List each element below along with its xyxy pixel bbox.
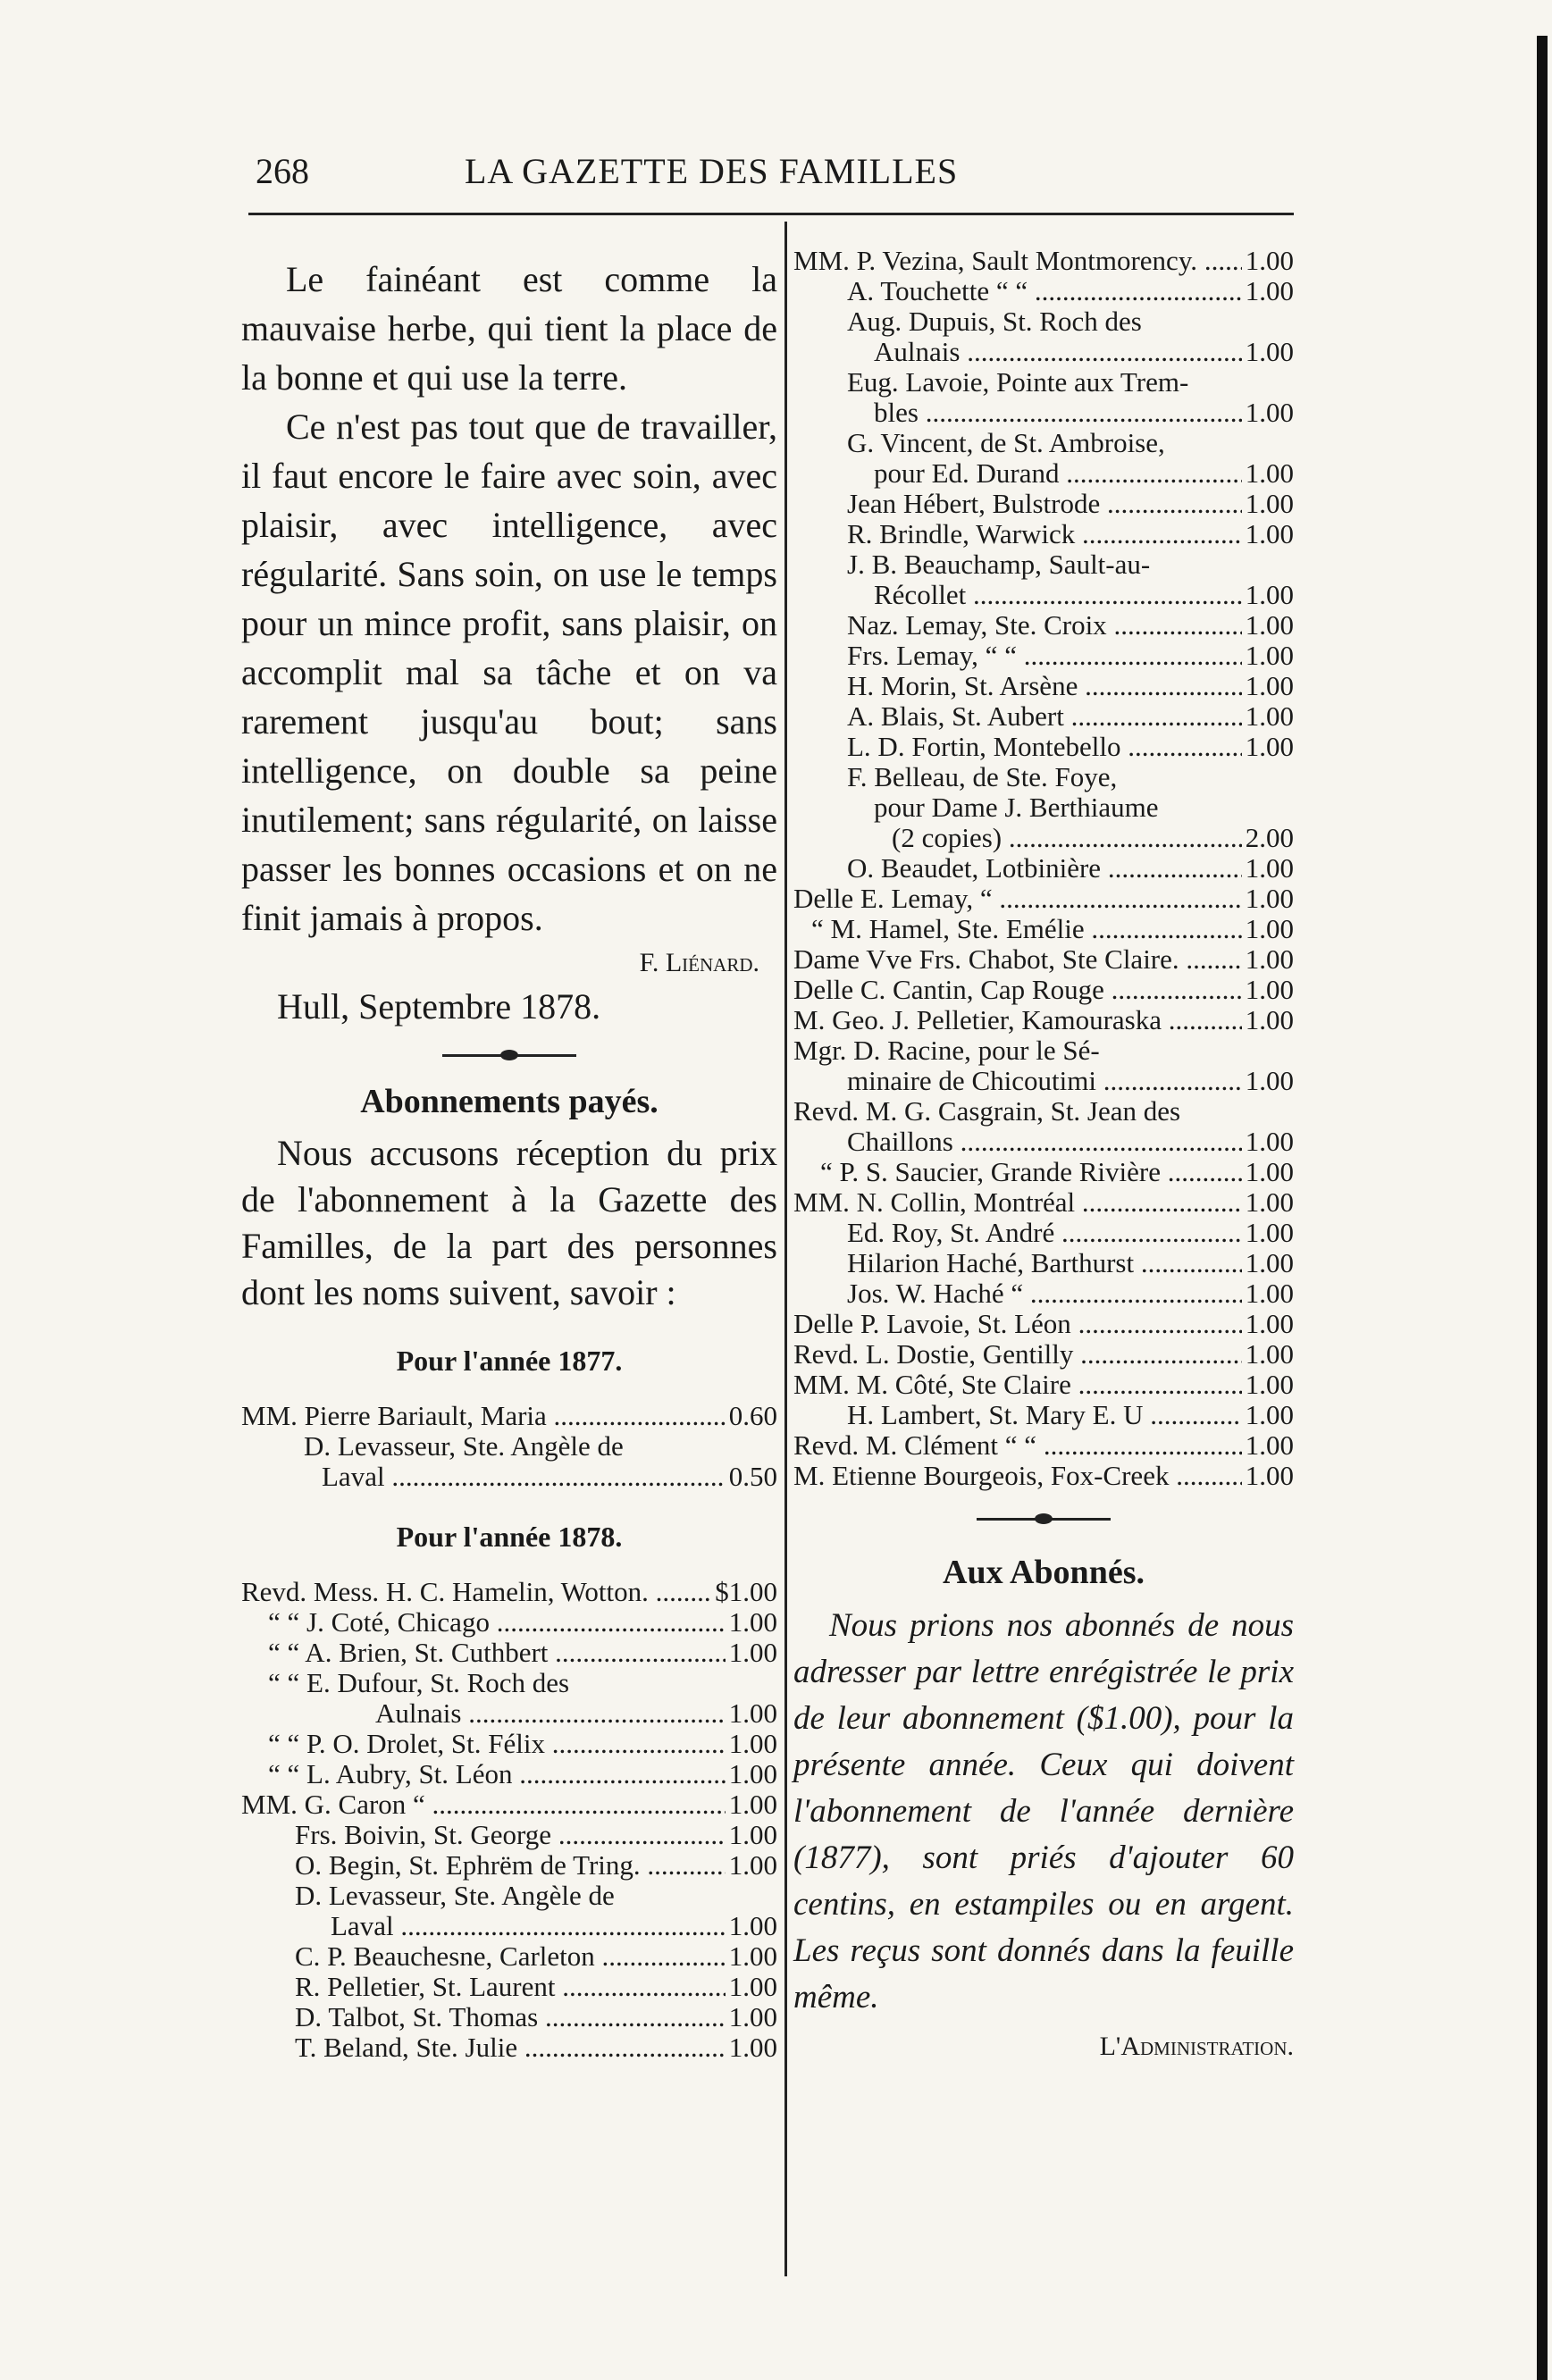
list-item: MM. P. Vezina, Sault Montmorency. ..... 1.00 [793,246,1294,276]
list-item-line: pour Dame J. Berthiaume [874,792,1159,823]
list-item-line: D. Levasseur, Ste. Angèle de [295,1880,615,1911]
list-item: A. Touchette “ “ ..... 1.00 [793,276,1294,306]
list-item: minaire de Chicoutimi ..... 1.00 [793,1066,1294,1096]
list-item: “ “ A. Brien, St. Cuthbert ..... 1.00 [241,1638,777,1668]
list-item: A. Blais, St. Aubert ..... 1.00 [793,701,1294,732]
list-item: O. Begin, St. Ephrëm de Tring. ..... 1.00 [241,1850,777,1881]
right-column [793,246,1294,2062]
list-item-line: “ “ E. Dufour, St. Roch des [268,1667,570,1698]
list-item: Delle E. Lemay, “ ..... 1.00 [793,884,1294,914]
year-heading-1877: Pour l'année 1877. [396,1345,623,1377]
list-item: Chaillons ..... 1.00 [793,1127,1294,1157]
notice-paragraph: Nous prions nos abonnés de nous adresser par lettre enrégistrée le prix de leur abonnement ($1.00), pour la présente année. Ceux qui doivent l'abonnement de l'année dernière (1877), sont priés d'ajouter 60 centins, en estampiles ou en argent. Les reçus sont donnés dans la feuille même. [793,1607,1294,2015]
author-signature: F. Liénard. [639,948,759,977]
list-item: Aulnais ..... 1.00 [793,337,1294,367]
place-date: Hull, Septembre 1878. [277,986,601,1027]
list-item: R. Pelletier, St. Laurent ..... 1.00 [241,1972,777,2002]
left-column [241,255,777,2063]
section-title-abonnements: Abonnements payés. [360,1083,659,1120]
column-divider [784,222,787,2276]
list-item: Frs. Boivin, St. George ..... 1.00 [241,1820,777,1850]
list-item: Frs. Lemay, “ “ ..... 1.00 [793,641,1294,671]
list-item: Récollet ..... 1.00 [793,580,1294,610]
list-item: Jean Hébert, Bulstrode ..... 1.00 [793,489,1294,519]
running-title: LA GAZETTE DES FAMILLES [465,151,959,191]
list-item: Aulnais ..... 1.00 [241,1698,777,1729]
list-item: Laval ..... 1.00 [241,1911,777,1941]
page-header [250,150,1144,204]
list-item: D. Talbot, St. Thomas ..... 1.00 [241,2002,777,2032]
list-item: pour Ed. Durand ..... 1.00 [793,458,1294,489]
list-item: R. Brindle, Warwick ..... 1.00 [793,519,1294,549]
list-item: M. Etienne Bourgeois, Fox-Creek ..... 1.00 [793,1461,1294,1491]
list-item: Revd. L. Dostie, Gentilly ..... 1.00 [793,1339,1294,1370]
list-item: (2 copies) ..... 2.00 [793,823,1294,853]
list-item: bles ..... 1.00 [793,398,1294,428]
list-item: Ed. Roy, St. André ..... 1.00 [793,1218,1294,1248]
list-item-line: Eug. Lavoie, Pointe aux Trem- [847,366,1189,398]
list-item: “ “ J. Coté, Chicago ..... 1.00 [241,1607,777,1638]
administration-signature: L'Administration. [1099,2032,1294,2061]
list-item-line: Mgr. D. Racine, pour le Sé- [793,1035,1100,1066]
list-item: Revd. M. Clément “ “ ..... 1.00 [793,1430,1294,1461]
paragraph-travailler: Ce n'est pas tout que de travailler, il faut encore le faire avec soin, avec plaisir, avec intelligence, avec régularité. Sans soin, on use le temps pour un mince profit, sans plaisir, on accomplit mal sa tâche et on va rarement jusqu'au bout; sans intelligence, on double sa peine inutilement; sans régularité, on laisse passer les bonnes occasions et on ne finit jamais à propos. [241,406,777,938]
list-item: O. Beaudet, Lotbinière ..... 1.00 [793,853,1294,884]
list-item: Delle P. Lavoie, St. Léon ..... 1.00 [793,1309,1294,1339]
scan-edge-bar [1537,36,1548,2380]
list-item: Laval ..... 0.50 [241,1462,777,1492]
list-item: “ “ L. Aubry, St. Léon ..... 1.00 [241,1759,777,1789]
intro-paragraph: Nous accusons réception du prix de l'abonnement à la Gazette des Familles, de la part des personnes dont les noms suivent, savoir : [241,1133,777,1312]
list-item: M. Geo. J. Pelletier, Kamouraska ..... 1.00 [793,1005,1294,1035]
list-item-line: J. B. Beauchamp, Sault-au- [847,549,1151,580]
list-item: Dame Vve Frs. Chabot, Ste Claire. ..... 1.00 [793,944,1294,975]
list-item: “ P. S. Saucier, Grande Rivière ..... 1.00 [793,1157,1294,1187]
list-item: C. P. Beauchesne, Carleton ..... 1.00 [241,1941,777,1972]
list-item: MM. Pierre Bariault, Maria ..... 0.60 [241,1401,777,1431]
list-item: Jos. W. Haché “ ..... 1.00 [793,1278,1294,1309]
section-title-aux-abonnes: Aux Abonnés. [943,1554,1145,1591]
year-heading-1878: Pour l'année 1878. [396,1521,623,1553]
list-item-line: F. Belleau, de Ste. Foye, [847,761,1118,792]
list-item: Revd. Mess. H. C. Hamelin, Wotton. ..... $1.00 [241,1577,777,1607]
list-item: “ “ P. O. Drolet, St. Félix ..... 1.00 [241,1729,777,1759]
list-item: Naz. Lemay, Ste. Croix ..... 1.00 [793,610,1294,641]
list-item: Delle C. Cantin, Cap Rouge ..... 1.00 [793,975,1294,1005]
list-item-line: G. Vincent, de St. Ambroise, [847,427,1165,458]
list-item: Hilarion Haché, Barthurst ..... 1.00 [793,1248,1294,1278]
list-item: H. Morin, St. Arsène ..... 1.00 [793,671,1294,701]
list-item: MM. N. Collin, Montréal ..... 1.00 [793,1187,1294,1218]
list-item: MM. G. Caron “ ..... 1.00 [241,1789,777,1820]
page-number: 268 [256,151,309,191]
header-rule [248,213,1294,215]
list-item-line: Aug. Dupuis, St. Roch des [847,306,1142,337]
list-item: L. D. Fortin, Montebello ..... 1.00 [793,732,1294,762]
ornament-divider [977,1518,1111,1521]
list-item: MM. M. Côté, Ste Claire ..... 1.00 [793,1370,1294,1400]
list-item-line: Revd. M. G. Casgrain, St. Jean des [793,1095,1181,1127]
list-item: H. Lambert, St. Mary E. U ..... 1.00 [793,1400,1294,1430]
ornament-divider [442,1054,576,1057]
list-item: T. Beland, Ste. Julie ..... 1.00 [241,2032,777,2063]
list-item: “ M. Hamel, Ste. Emélie ..... 1.00 [793,914,1294,944]
paragraph-faineant: Le fainéant est comme la mauvaise herbe, qui tient la place de la bonne et qui use la terre. [241,259,777,398]
list-item-line: D. Levasseur, Ste. Angèle de [304,1430,624,1462]
